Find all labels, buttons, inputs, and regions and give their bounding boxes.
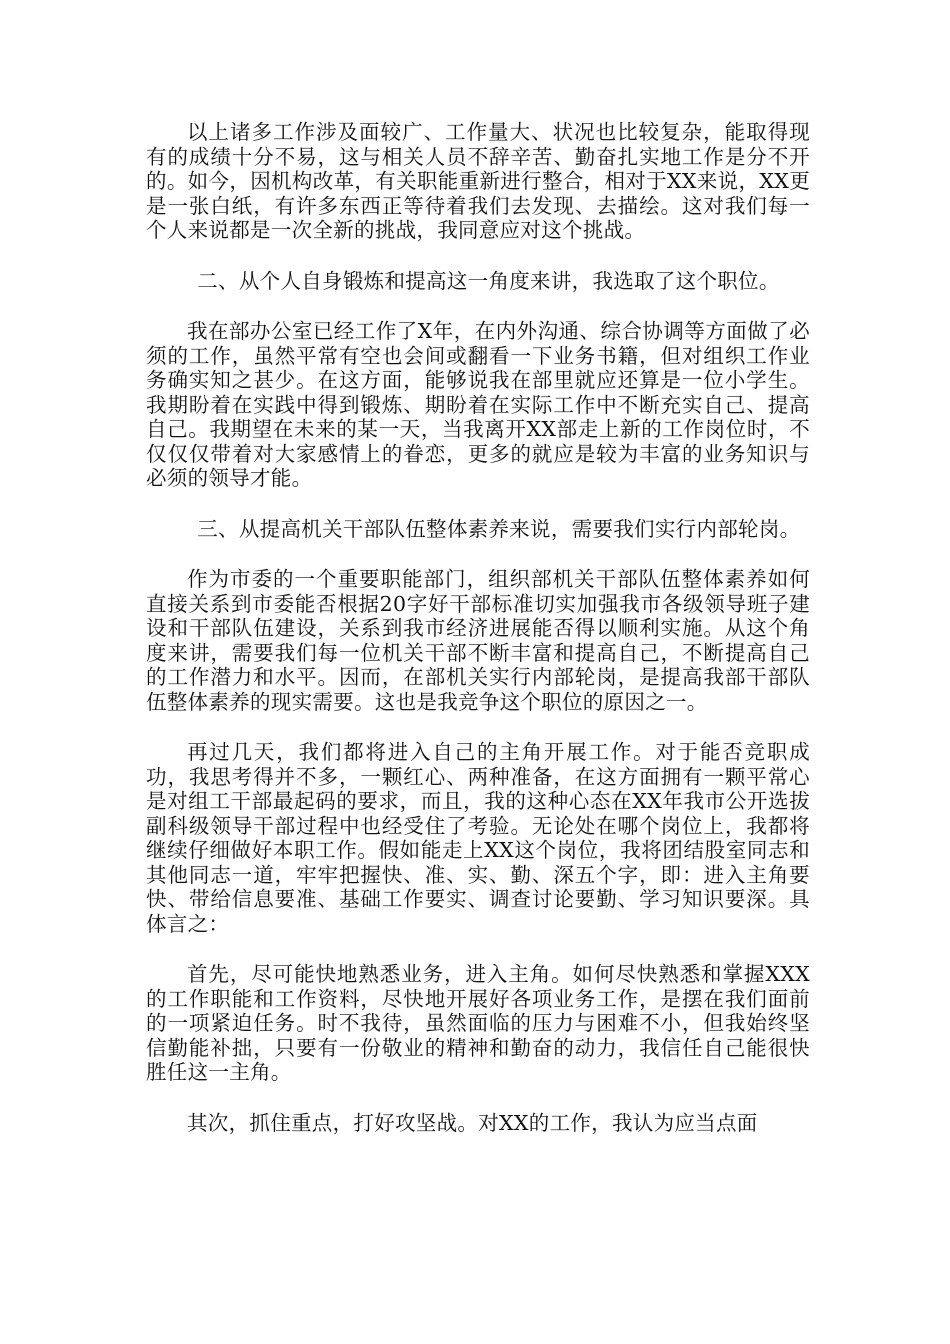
paragraph-work-experience: 我在部办公室已经工作了X年，在内外沟通、综合协调等方面做了必须的工作，虽然平常有空也会间或翻看一下业务书籍，但对组织工作业务确实知之甚少。在这方面，能够说我在部里就应还算是一位小学生。我期盼着在实践中得到锻炼、期盼着在实际工作中不断充实自己、提高自己。我期望在未来的某一天，当我离开XX部走上新的工作岗位时，不仅仅仅带着对大家感情上的眷恋，更多的就应是较为丰富的业务知识与必须的领导才能。 [146,319,810,490]
document-page [146,120,810,1161]
paragraph-attitude: 再过几天，我们都将进入自己的主角开展工作。对于能否竞职成功，我思考得并不多，一颗红心、两种准备，在这方面拥有一颗平常心是对组工干部最起码的要求，而且，我的这种心态在XX年我市公开选拔副科级领导干部过程中也经受住了考验。无论处在哪个岗位上，我都将继续仔细做好本职工作。假如能走上XX这个岗位，我将团结股室同志和其他同志一道，牢牢把握快、准、实、勤、深五个字，即：进入主角要快、带给信息要准、基础工作要实、调查讨论要勤、学习知识要深。具体言之： [146,740,810,936]
paragraph-second-point: 其次，抓住重点，打好攻坚战。对XX的工作，我认为应当点面 [187,1110,758,1135]
paragraph-achievements: 以上诸多工作涉及面较广、工作量大、状况也比较复杂，能取得现有的成绩十分不易，这与相关人员不辞辛苦、勤奋扎实地工作是分不开的。如今，因机构改革，有关职能重新进行整合，相对于XX来说，XX更是一张白纸，有许多东西正等待着我们去发现、去描绘。这对我们每一个人来说都是一次全新的挑战，我同意应对这个挑战。 [146,120,810,242]
section-heading-rotation: 三、从提高机关干部队伍整体素养来说，需要我们实行内部轮岗。 [197,516,801,541]
section-heading-self-improvement: 二、从个人自身锻炼和提高这一角度来讲，我选取了这个职位。 [197,268,780,293]
paragraph-department-quality: 作为市委的一个重要职能部门，组织部机关干部队伍整体素养如何直接关系到市委能否根据20字好干部标准切实加强我市各级领导班子建设和干部队伍建设，关系到我市经济进展能否得以顺利实施。从这个角度来讲，需要我们每一位机关干部不断丰富和提高自己，不断提高自己的工作潜力和水平。因而，在部机关实行内部轮岗，是提高我部干部队伍整体素养的现实需要。这也是我竞争这个职位的原因之一。 [146,567,810,714]
paragraph-first-point: 首先，尽可能快地熟悉业务，进入主角。如何尽快熟悉和掌握XXX的工作职能和工作资料，尽快地开展好各项业务工作，是摆在我们面前的一项紧迫任务。时不我待，虽然面临的压力与困难不小，但我始终坚信勤能补拙，只要有一份敬业的精神和勤奋的动力，我信任自己能很快胜任这一主角。 [146,962,810,1084]
